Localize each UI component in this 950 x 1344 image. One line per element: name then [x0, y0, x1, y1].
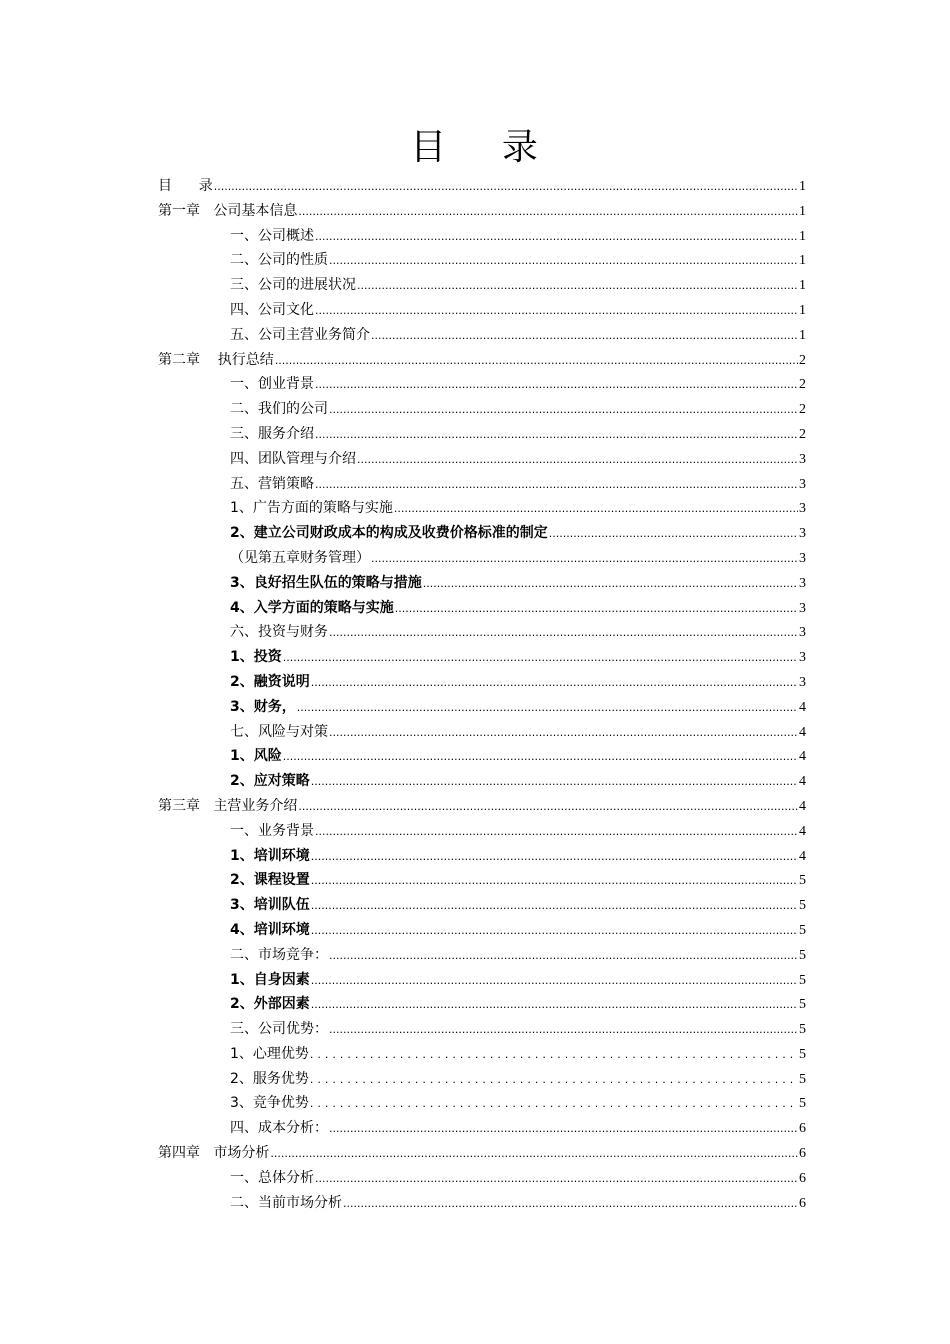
toc-entry[interactable]: [158, 323, 806, 348]
toc-entry[interactable]: [158, 1067, 806, 1092]
toc-entry-page-number: 4: [799, 774, 806, 790]
toc-entry-label: 1、广告方面的策略与实施: [230, 500, 393, 517]
dot-leader: [315, 473, 798, 498]
toc-entry-page-number: 5: [799, 898, 806, 914]
dot-leader: [298, 200, 798, 225]
dot-leader: [310, 1068, 798, 1093]
dot-leader: [311, 993, 798, 1018]
dot-leader: [343, 1192, 798, 1217]
toc-entry-label: 五、营销策略: [230, 475, 314, 492]
toc-entry-page-number: 4: [799, 848, 806, 864]
toc-entry-page-number: 4: [799, 798, 806, 814]
toc-entry-page-number: 3: [799, 550, 806, 566]
toc-entry[interactable]: [158, 918, 806, 943]
toc-entry-page-number: 5: [799, 1071, 806, 1087]
toc-entry[interactable]: [158, 695, 806, 720]
toc-entry-label: 2、融资说明: [230, 673, 310, 690]
dot-leader: [357, 274, 798, 299]
toc-entry-page-number: 5: [799, 922, 806, 938]
toc-entry[interactable]: [158, 645, 806, 670]
dot-leader: [357, 448, 798, 473]
toc-entry[interactable]: [158, 224, 806, 249]
dot-leader: [311, 671, 798, 696]
toc-entry[interactable]: [158, 868, 806, 893]
dot-leader: [311, 869, 798, 894]
toc-entry-label: 四、成本分析：: [230, 1120, 328, 1137]
toc-entry-page-number: 5: [799, 1022, 806, 1038]
toc-entry[interactable]: [158, 844, 806, 869]
toc-entry-label: 一、公司概述: [230, 227, 314, 244]
toc-entry-page-number: 1: [799, 278, 806, 294]
dot-leader: [275, 349, 798, 374]
dot-leader: [329, 1018, 798, 1043]
toc-entry-label: 二、公司的性质: [230, 252, 328, 269]
toc-entry-page-number: 3: [799, 476, 806, 492]
toc-entry[interactable]: [158, 893, 806, 918]
toc-entry-page-number: 6: [799, 1121, 806, 1137]
toc-entry-page-number: 2: [799, 377, 806, 393]
toc-entry-page-number: 3: [799, 650, 806, 666]
toc-entry-label: 四、公司文化: [230, 301, 314, 318]
toc-entry-label: 3、良好招生队伍的策略与措施: [230, 574, 422, 591]
toc-entry-label: 1、风险: [230, 748, 282, 765]
toc-entry[interactable]: [158, 546, 806, 571]
toc-entry-page-number: 3: [799, 451, 806, 467]
toc-entry[interactable]: [158, 1191, 806, 1216]
toc-entry-label: 2、应对策略: [230, 773, 310, 790]
toc-entry-page-number: 5: [799, 1096, 806, 1112]
dot-leader: [395, 597, 798, 622]
toc-entry[interactable]: [158, 348, 806, 373]
toc-entry-label: 三、服务介绍: [230, 425, 314, 442]
dot-leader: [311, 969, 798, 994]
dot-leader: [371, 324, 798, 349]
toc-entry-label: 第四章 市场分析: [158, 1145, 270, 1162]
dot-leader: [315, 1167, 798, 1192]
dot-leader: [315, 225, 798, 250]
toc-entry-label: 1、培训环境: [230, 847, 310, 864]
dot-leader: [283, 646, 798, 671]
dot-leader: [315, 373, 798, 398]
toc-entry[interactable]: [158, 992, 806, 1017]
toc-entry-page-number: 4: [799, 823, 806, 839]
page-title: 目 录: [410, 127, 540, 168]
toc-entry[interactable]: [158, 620, 806, 645]
toc-entry-label: 二、当前市场分析: [230, 1194, 342, 1211]
toc-entry-page-number: 2: [799, 352, 806, 368]
dot-leader: [214, 175, 798, 200]
toc-entry-page-number: 3: [799, 526, 806, 542]
dot-leader: [311, 770, 798, 795]
toc-entry-label: 3、财务，: [230, 698, 296, 715]
dot-leader: [310, 1043, 798, 1068]
toc-entry-page-number: 6: [799, 1195, 806, 1211]
toc-entry-page-number: 3: [799, 674, 806, 690]
toc-entry[interactable]: [158, 298, 806, 323]
toc-entry-label: 3、竞争优势: [230, 1095, 309, 1112]
dot-leader: [311, 894, 798, 919]
toc-entry-page-number: 1: [799, 327, 806, 343]
toc-entry[interactable]: [158, 496, 806, 521]
toc-entry[interactable]: [158, 273, 806, 298]
toc-entry-page-number: 1: [799, 302, 806, 318]
toc-entry-label: 目 录: [158, 178, 213, 194]
toc-entry-page-number: 1: [799, 179, 806, 194]
dot-leader: [297, 696, 798, 721]
toc-entry[interactable]: [158, 1116, 806, 1141]
toc-entry[interactable]: [158, 521, 806, 546]
toc-entry[interactable]: [158, 174, 806, 199]
dot-leader: [315, 423, 798, 448]
toc-entry-page-number: 3: [799, 501, 806, 517]
toc-entry[interactable]: [158, 1166, 806, 1191]
toc-entry-label: 二、我们的公司: [230, 401, 328, 418]
toc-entry-label: 一、总体分析: [230, 1169, 314, 1186]
toc-entry[interactable]: [158, 447, 806, 472]
toc-entry-page-number: 3: [799, 575, 806, 591]
dot-leader: [329, 398, 798, 423]
toc-entry-label: 3、培训队伍: [230, 897, 310, 914]
toc-entry[interactable]: [158, 670, 806, 695]
toc-entry[interactable]: [158, 397, 806, 422]
dot-leader: [283, 745, 798, 770]
toc-entry-label: 一、创业背景: [230, 376, 314, 393]
toc-entry[interactable]: [158, 422, 806, 447]
toc-entry-label: 1、自身因素: [230, 971, 310, 988]
toc-entry-label: 1、心理优势: [230, 1045, 309, 1062]
toc-entry-page-number: 5: [799, 947, 806, 963]
toc-entry-page-number: 3: [799, 600, 806, 616]
toc-entry-label: 4、入学方面的策略与实施: [230, 599, 394, 616]
toc-entry[interactable]: [158, 199, 806, 224]
dot-leader: [311, 845, 798, 870]
toc-entry[interactable]: [158, 472, 806, 497]
toc-entry-label: 2、建立公司财政成本的构成及收费价格标准的制定: [230, 525, 548, 542]
toc-entry-label: 1、投资: [230, 649, 282, 666]
toc-entry-label: 4、培训环境: [230, 921, 310, 938]
toc-entry[interactable]: [158, 943, 806, 968]
toc-entry-page-number: 5: [799, 972, 806, 988]
toc-entry-page-number: 1: [799, 203, 806, 219]
toc-entry[interactable]: [158, 596, 806, 621]
toc-entry-page-number: 4: [799, 749, 806, 765]
toc-entry-page-number: 4: [799, 699, 806, 715]
toc-entry-page-number: 4: [799, 724, 806, 740]
dot-leader: [394, 497, 798, 522]
toc-entry-label: 第三章 主营业务介绍: [158, 797, 298, 814]
toc-entry-page-number: 1: [799, 253, 806, 269]
toc-entry-page-number: 5: [799, 873, 806, 889]
toc-entry-page-number: 5: [799, 997, 806, 1013]
toc-entry-page-number: 2: [799, 402, 806, 418]
toc-entry-label: 六、投资与财务: [230, 624, 328, 641]
toc-entry-label: 三、公司的进展状况: [230, 277, 356, 294]
toc-entry-label: 一、业务背景: [230, 822, 314, 839]
toc-entry[interactable]: [158, 968, 806, 993]
toc-entry-label: 2、服务优势: [230, 1070, 309, 1087]
toc-entry-page-number: 6: [799, 1146, 806, 1162]
toc-entry-page-number: 6: [799, 1170, 806, 1186]
toc-entry-page-number: 3: [799, 625, 806, 641]
toc-entry-label: 五、公司主营业务简介: [230, 326, 370, 343]
dot-leader: [329, 1117, 798, 1142]
toc-entry-page-number: 2: [799, 426, 806, 442]
toc-entry-label: 第一章 公司基本信息: [158, 202, 298, 219]
dot-leader: [270, 1142, 798, 1167]
dot-leader: [549, 522, 798, 547]
toc-entry[interactable]: [158, 1091, 806, 1116]
toc-entry-label: 二、市场竞争：: [230, 946, 328, 963]
dot-leader: [298, 795, 798, 820]
dot-leader: [371, 547, 798, 572]
toc-entry-label: 2、外部因素: [230, 996, 310, 1013]
toc-entry[interactable]: [158, 372, 806, 397]
dot-leader: [423, 572, 798, 597]
table-of-contents: [158, 174, 806, 1215]
toc-entry[interactable]: [158, 1042, 806, 1067]
toc-entry[interactable]: [158, 819, 806, 844]
toc-entry[interactable]: [158, 769, 806, 794]
dot-leader: [329, 621, 798, 646]
dot-leader: [315, 299, 798, 324]
dot-leader: [311, 919, 798, 944]
dot-leader: [329, 721, 798, 746]
toc-entry[interactable]: [158, 744, 806, 769]
toc-entry-label: 四、团队管理与介绍: [230, 450, 356, 467]
dot-leader: [315, 820, 798, 845]
toc-entry-page-number: 1: [799, 228, 806, 244]
toc-entry[interactable]: [158, 794, 806, 819]
toc-entry-label: 2、课程设置: [230, 872, 310, 889]
dot-leader: [329, 944, 798, 969]
toc-entry-label: 七、风险与对策: [230, 723, 328, 740]
toc-entry[interactable]: [158, 248, 806, 273]
toc-entry-label: 第二章 执行总结: [158, 351, 274, 368]
dot-leader: [310, 1092, 798, 1117]
toc-entry[interactable]: [158, 571, 806, 596]
toc-entry-label: （见第五章财务管理）: [230, 549, 370, 566]
toc-entry[interactable]: [158, 720, 806, 745]
toc-entry-page-number: 5: [799, 1046, 806, 1062]
dot-leader: [329, 249, 798, 274]
toc-entry[interactable]: [158, 1017, 806, 1042]
toc-entry-label: 三、公司优势：: [230, 1021, 328, 1038]
toc-entry[interactable]: [158, 1141, 806, 1166]
